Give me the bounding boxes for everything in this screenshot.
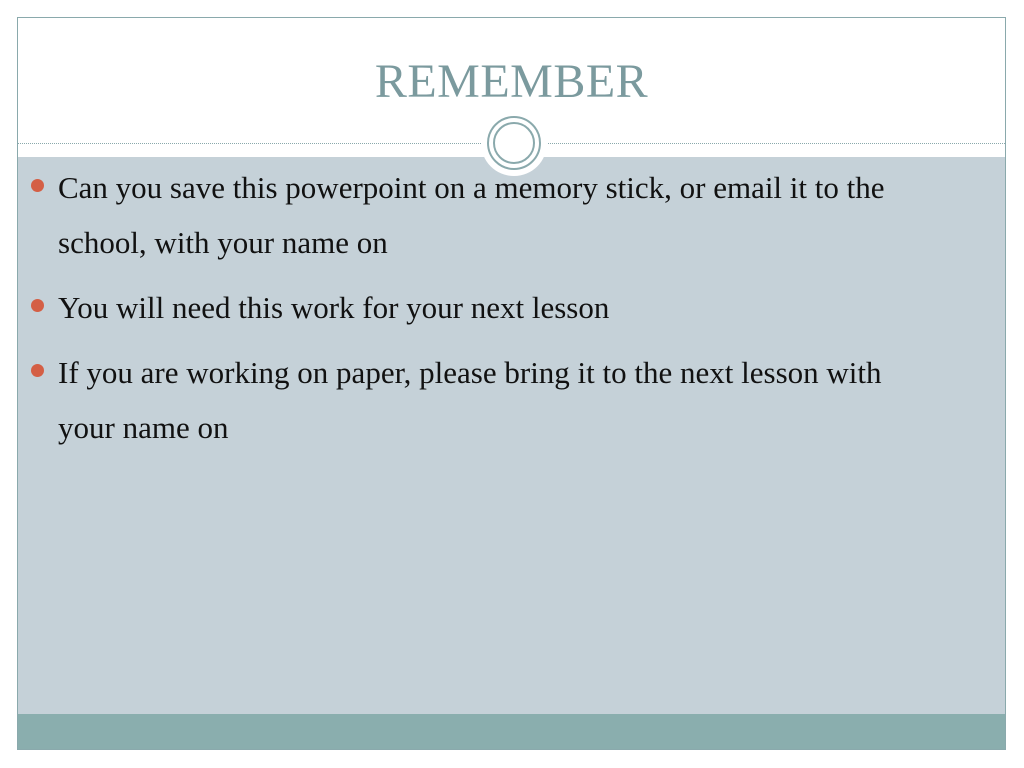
bullet-text: You will need this work for your next lesson — [58, 290, 610, 325]
bullet-item — [30, 345, 930, 455]
round-bullet-icon — [31, 364, 44, 377]
bullet-text: If you are working on paper, please bring it to the next lesson with your name on — [58, 355, 882, 445]
round-bullet-icon — [31, 179, 44, 192]
footer-band — [18, 714, 1005, 749]
slide-title: REMEMBER — [374, 55, 649, 108]
bullet-text: Can you save this powerpoint on a memory stick, or email it to the school, with your name on — [58, 170, 885, 260]
round-bullet-icon — [31, 299, 44, 312]
bullet-item — [30, 160, 930, 270]
bullet-item — [30, 280, 930, 335]
bullet-list — [30, 160, 930, 465]
ornament-inner-ring — [493, 122, 535, 164]
